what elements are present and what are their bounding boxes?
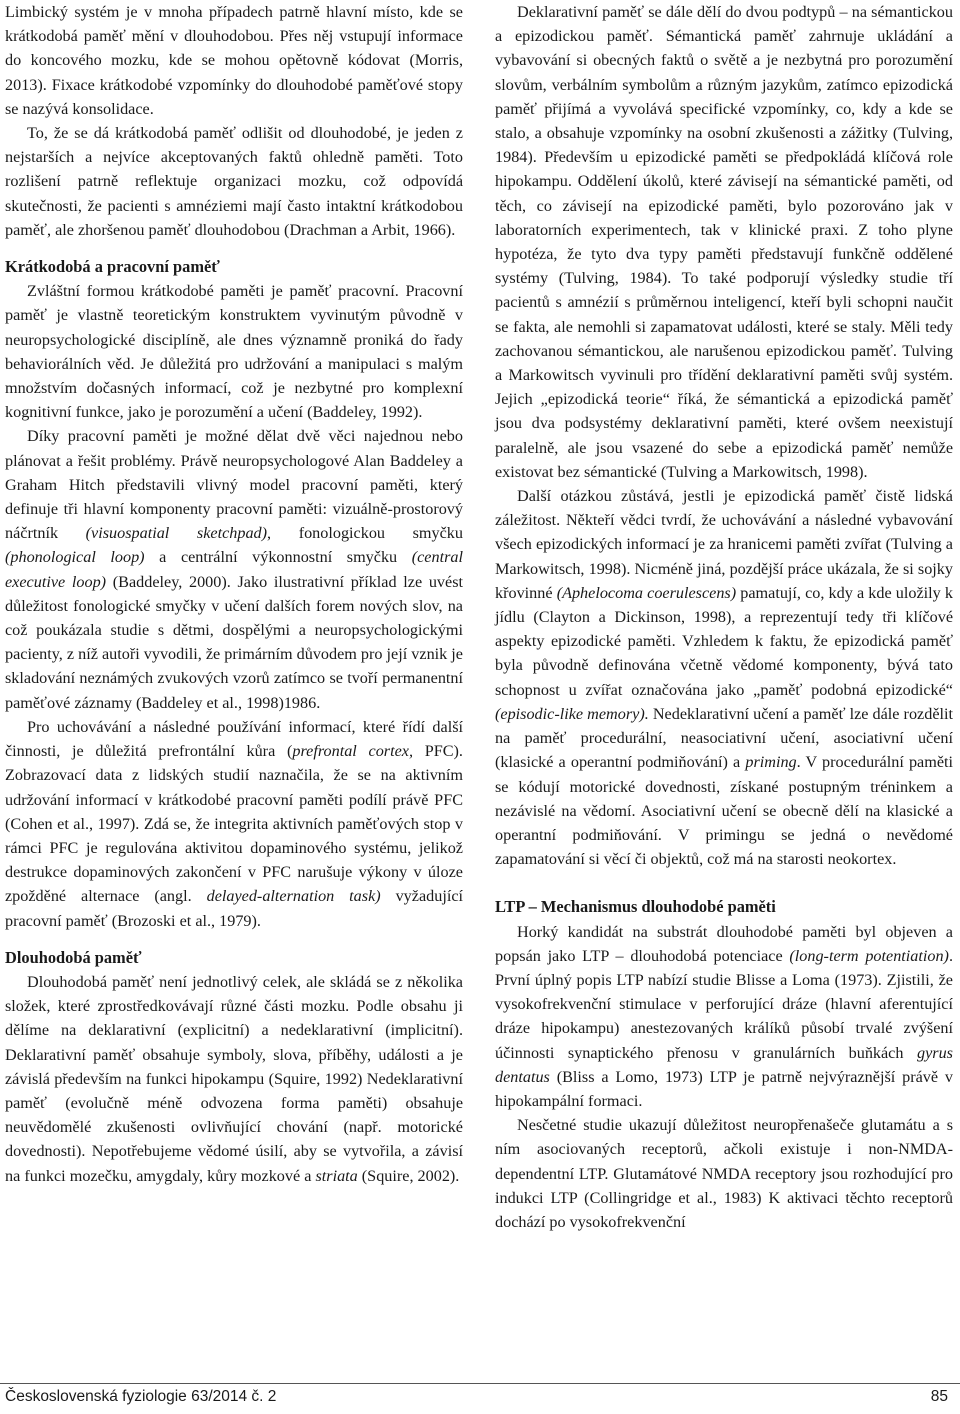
paragraph: Pro uchovávání a následné používání informací, které řídí další činnosti, je důležitá prefrontální kůra (prefrontal cortex, PFC). Zobrazovací data z lidských studií naznačila, že se na aktivním udržování informací v krátkodobé pracovní paměti podílí právě PFC (Cohen et al., 1997). Zdá se, že integrita aktivních paměťových stop v rámci PFC je regulována aktivitou dopaminového systému, jelikož destrukce dopaminových zakončení v PFC narušuje výkony v úloze zpožděné alternace (angl. delayed-alternation task) vyžadující pracovní paměť (Brozoski et al., 1979). xyxy=(5,717,463,930)
page-number: 85 xyxy=(930,1388,948,1405)
left-column xyxy=(5,0,463,1188)
paragraph: Dlouhodobá paměť není jednotlivý celek, ale skládá se z několika složek, které zprostředkovávají různé části mozku. Podle obsahu ji dělíme na deklarativní (explicitní) a nedeklarativní (implicitní). Deklarativní paměť obsahuje symboly, slova, příběhy, události a je závislá především na funkci hipokampu (Squire, 1992) Nedeklarativní paměť (evolučně méně odvozena forma paměti) obsahuje neuvědomělé zkušenosti ovlivňující chování (např. motorické dovednosti). Nepotřebujeme vědomé úsilí, aby se vytvořila, a závisí na funkci mozečku, amygdaly, kůry mozkové a striata (Squire, 2002). xyxy=(5,972,463,1185)
section-heading: Krátkodobá a pracovní paměť xyxy=(5,257,220,277)
paragraph: Limbický systém je v mnoha případech patrně hlavní místo, kde se krátkodobá paměť mění v dlouhodobou. Přes něj vstupují informace do koncového mozku, kde se mohou opětovně kódovat (Morris, 2013). Fixace krátkodobé vzpomínky do dlouhodobé paměťové stopy se nazývá konsolidace. xyxy=(5,3,463,118)
paragraph: Horký kandidát na substrát dlouhodobé paměti byl objeven a popsán jako LTP – dlouhodobá potenciace (long-term potentiation). První úplný popis LTP nabízí studie Blisse a Loma (1973). Zjistili, že vysokofrekvenční stimulace v perforující dráze (hlavní aferentující dráze hipokampu) anestezovaných králíků působí trvalé zvýšení účinnosti synaptického přenosu v granulárních buňkách gyrus dentatus (Bliss a Lomo, 1973) LTP je patrně nejvýraznější právě v hipokampální formaci. xyxy=(495,922,953,1110)
section-heading: Dlouhodobá paměť xyxy=(5,947,142,967)
journal-citation: Československá fyziologie 63/2014 č. 2 xyxy=(5,1388,277,1405)
footer-divider xyxy=(0,1383,960,1384)
right-column xyxy=(495,0,953,1234)
page-footer xyxy=(5,1388,948,1406)
paragraph: Další otázkou zůstává, jestli je epizodická paměť čistě lidská záležitost. Někteří vědci tvrdí, že uchovávání a následné vybavování všech epizodických informací je za hranicemi paměti zvířat (Tulving a Markowitsch, 1998). Nicméně jiná, pozdější práce ukázala, že si sojky křovinné (Aphelocoma coerulescens) pamatují, co, kdy a kde uložily k jídlu (Clayton a Dickinson, 1998), a reprezentují tedy tři klíčové aspekty epizodické paměti. Vzhledem k faktu, že epizodická paměť byla původně definována včetně vědomé komponenty, bývá tato schopnost u zvířat označována jako „paměť podobná epizodické“ (episodic-like memory). Nedeklarativní učení a paměť lze dále rozdělit na paměť procedurální, neasociativní učení, asociativní učení (klasické a operantní podmiňování) a priming. V procedurální paměti se kódují motorické dovednosti, získané postupným tréninkem a nezávislé na vědomí. Asociativní učení se obecně dělí na klasické a operantní podmiňování. V primingu se jedná o nevědomé zapamatování si věcí či objektů, což má na starosti neokortex. xyxy=(495,487,954,869)
paragraph: Díky pracovní paměti je možné dělat dvě věci najednou nebo plánovat a řešit problémy. Právě neuropsychologové Alan Baddeley a Graham Hitch představili vlivný model pracovní paměti, který definuje tři hlavní komponenty pracovní paměti: vizuálně-prostorový náčrtník (visuospatial sketchpad), fonologickou smyčku (phonological loop) a centrální výkonnostní smyčku (central executive loop) (Baddeley, 2000). Jako ilustrativní příklad lze uvést důležitost fonologické smyčky v učení dalších forem nových slov, na což poukázala studie s dětmi, dospělými a neuropsychologickými pacienty, z níž autoři vyvodili, že primárním důvodem pro její vznik je skladování neznámých zvukových vzorů zatímco se tvoří permanentní paměťové záznamy (Baddeley et al., 1998)1986. xyxy=(5,427,464,712)
paragraph: Nesčetné studie ukazují důležitost neuropřenašeče glutamátu a s ním asociovaných receptorů, ačkoli existuje i non-NMDA-dependentní LTP. Glutamátové NMDA receptory jsou rozhodující pro indukci LTP (Collingridge et al., 1983) K aktivaci těchto receptorů dochází po vysokofrekvenční xyxy=(495,1116,953,1231)
paragraph: Deklarativní paměť se dále dělí do dvou podtypů – na sémantickou a epizodickou paměť. Sémantická paměť zahrnuje ukládání a vybavování si obecných faktů o světě a je nezbytná pro porozumění slovům, verbálním symbolům a různým jazykům, zatímco epizodická paměť přijímá a vyvolává specifické vzpomínky, co, kdy a kde se stalo, a obsahuje vzpomínky na osobní zkušenosti a zážitky (Tulving, 1984). Především u epizodické paměti se předpokládá klíčová role hipokampu. Oddělení úkolů, které závisejí na sémantické paměti, od těch, co závisejí na epizodické paměti, bylo pozorováno jak v laboratorních experimentech, tak v klinické praxi. Z toho plyne hypotéza, že tyto dva typy paměti představují funkčně oddělené systémy (Tulving, 1984). To také podporují výsledky studie tří pacientů s amnézií s průměrnou inteligencí, kteří byli schopni naučit se fakta, ale nemohli si zapamatovat události, které se staly. Měli tedy zachovanou sémantickou, ale narušenou epizodickou paměť. Tulving a Markowitsch vyvinuli pro třídění deklarativní paměti svůj systém. Jejich „epizodická teorie“ říká, že sémantická a epizodická paměť jsou dva podsystémy deklarativní paměti, které ovšem neexistují paralelně, ale jsou vsazené do sebe a epizodická paměť nemůže existovat bez sémantické (Tulving a Markowitsch, 1998). xyxy=(495,3,953,481)
paragraph: Zvláštní formou krátkodobé paměti je paměť pracovní. Pracovní paměť je vlastně teoretickým konstruktem vyvinutým původně v neuropsychologické disciplíně, ale dnes významně proniká do řady behaviorálních věd. Je důležitá pro udržování a manipulaci s malým množstvím dočasných informací, což je nezbytné pro komplexní kognitivní funkce, jako je porozumění a učení (Baddeley, 1992). xyxy=(5,282,463,422)
section-heading: LTP – Mechanismus dlouhodobé paměti xyxy=(495,897,776,917)
paragraph: To, že se dá krátkodobá paměť odlišit od dlouhodobé, je jeden z nejstarších a nejvíce akceptovaných faktů ohledně paměti. Toto rozlišení patrně reflektuje organizaci mozku, což odpovídá skutečnosti, že pacienti s amnéziemi mají často intaktní krátkodobou paměť, ale zhoršenou paměť dlouhodobou (Drachman a Arbit, 1966). xyxy=(5,124,463,239)
